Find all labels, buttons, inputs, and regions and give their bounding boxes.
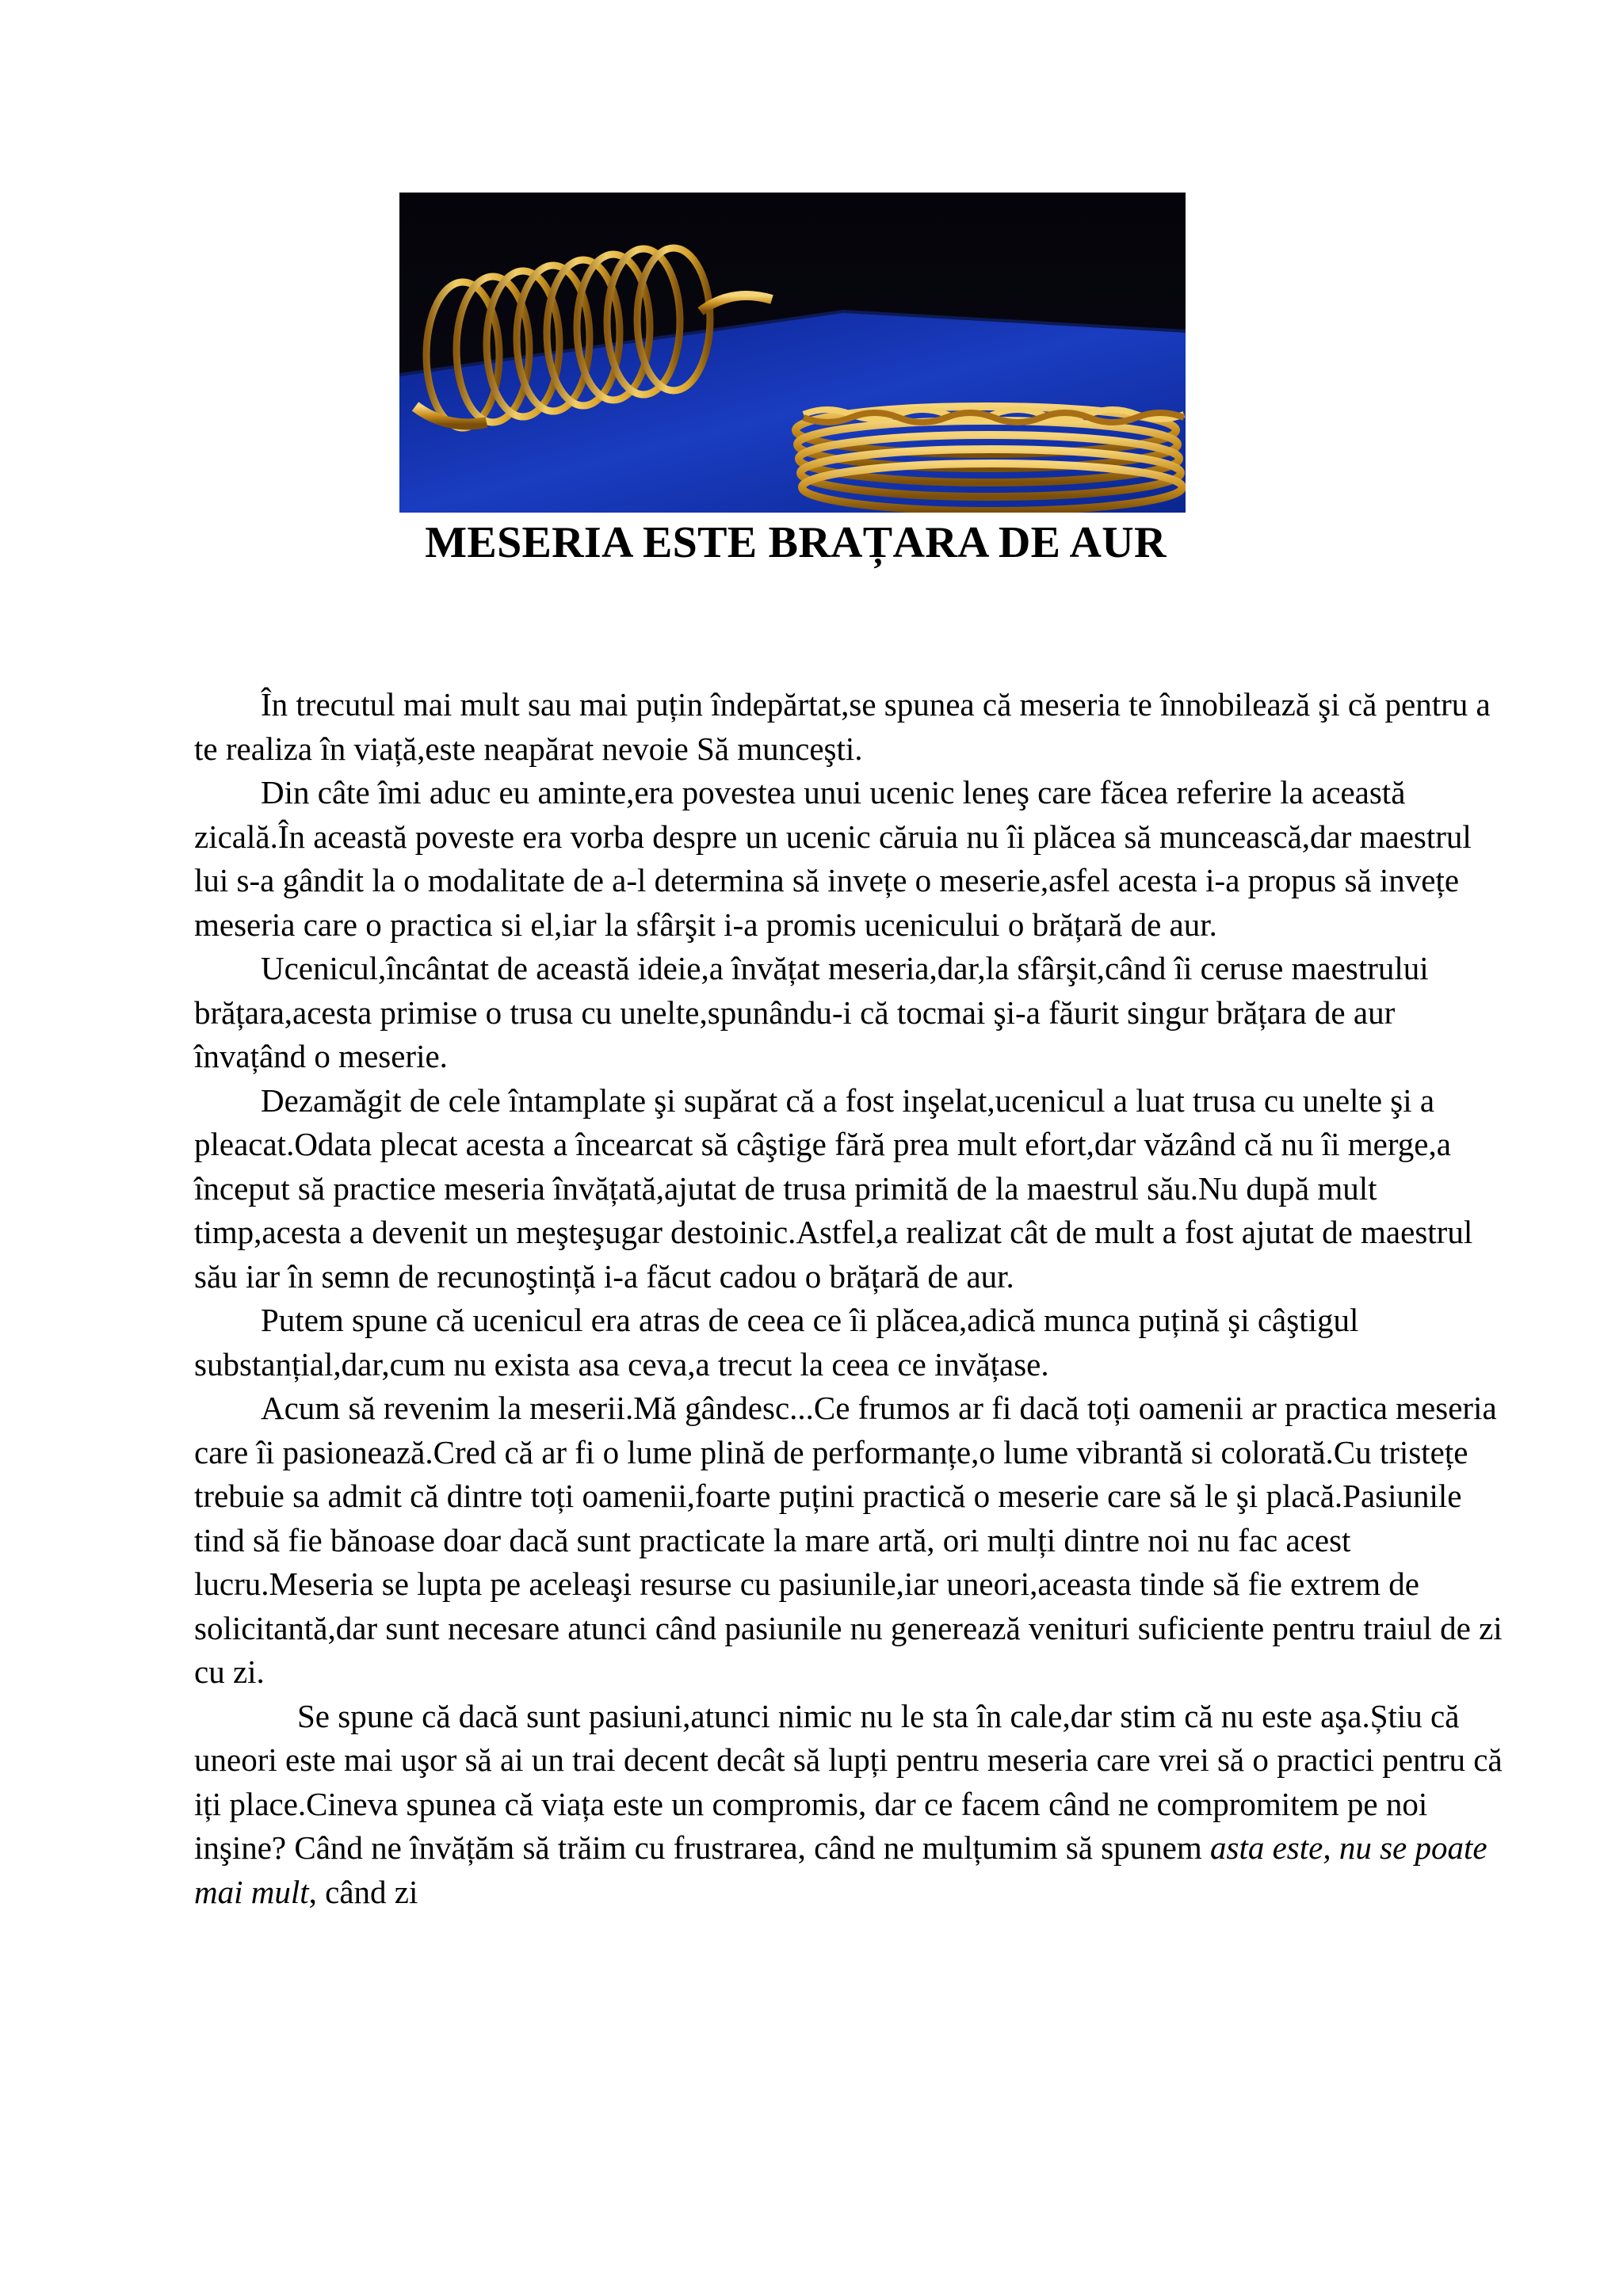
document-body xyxy=(194,683,1506,1914)
paragraph-italic-quote: asta este, nu se poate mai mult xyxy=(194,1829,1487,1910)
paragraph: Dezamăgit de cele întamplate şi supărat că a fost inşelat,ucenicul a luat trusa cu unelte şi a pleacat.Odata plecat acesta a încearcat să câştige fără prea mult efort,dar văzând că nu îi merge,a început să practice meseria învățată,ajutat de trusa primită de la maestrul său.Nu după mult timp,acesta a devenit un meşteşugar destoinic.Astfel,a realizat cât de mult a fost ajutat de maestrul său iar în semn de recunoştință i-a făcut cadou o brățară de aur. xyxy=(194,1081,1473,1295)
gold-bracelets-photo xyxy=(399,193,1186,513)
paragraph: Acum să revenim la meserii.Mă gândesc...Ce frumos ar fi dacă toți oamenii ar practica meseria care îi pasionează.Cred că ar fi o lume plină de performanțe,o lume vibrantă si colorată.Cu tristețe trebuie sa admit că dintre toți oamenii,foarte puțini practică o meserie care să le şi placă.Pasiunile tind să fie bănoase doar dacă sunt practicate la mare artă, ori mulți dintre noi nu fac acest lucru.Meseria se lupta pe aceleaşi resurse cu pasiunile,iar uneori,aceasta tinde să fie extrem de solicitantă,dar sunt necesare atunci când pasiunile nu generează venituri suficiente pentru traiul de zi cu zi. xyxy=(194,1390,1503,1690)
paragraph-text-after: , când zi xyxy=(308,1873,418,1910)
paragraph: Ucenicul,încântat de această ideie,a învățat meseria,dar,la sfârşit,când îi ceruse maestrului brățara,acesta primise o trusa cu unelte,spunându-i că tocmai şi-a făurit singur brățara de aur învațând o meserie. xyxy=(194,950,1429,1074)
document-title: MESERIA ESTE BRAȚARA DE AUR xyxy=(425,518,1167,567)
paragraph: Putem spune că ucenicul era atras de ceea ce îi plăcea,adică munca puțină şi câştigul substanțial,dar,cum nu exista asa ceva,a trecut la ceea ce invățase. xyxy=(194,1302,1359,1383)
paragraph: În trecutul mai mult sau mai puțin îndepărtat,se spunea că meseria te înnobilează şi că pentru a te realiza în viață,este neapărat nevoie Să munceşti. xyxy=(194,686,1491,767)
paragraph-text-before: Se spune că dacă sunt pasiuni,atunci nimic nu le sta în cale,dar stim că nu este aşa.Știu că uneori este mai uşor să ai un trai decent decât să lupți pentru meseria care vrei să o practici pentru că iți place.Cineva spunea că viața este un compromis, dar ce facem când ne compromitem pe noi inşine? Când ne învățăm să trăim cu frustrarea, când ne mulțumim să spunem xyxy=(194,1697,1503,1866)
paragraph: Din câte îmi aduc eu aminte,era povestea unui ucenic leneş care făcea referire la această zicală.În această poveste era vorba despre un ucenic căruia nu îi plăcea să muncească,dar maestrul lui s-a gândit la o modalitate de a-l determina să invețe o meserie,asfel acesta i-a propus să invețe meseria care o practica si el,iar la sfârşit i-a promis ucenicului o brățară de aur. xyxy=(194,774,1472,943)
paragraph xyxy=(194,1695,1506,1915)
bracelets-illustration xyxy=(399,193,1186,513)
